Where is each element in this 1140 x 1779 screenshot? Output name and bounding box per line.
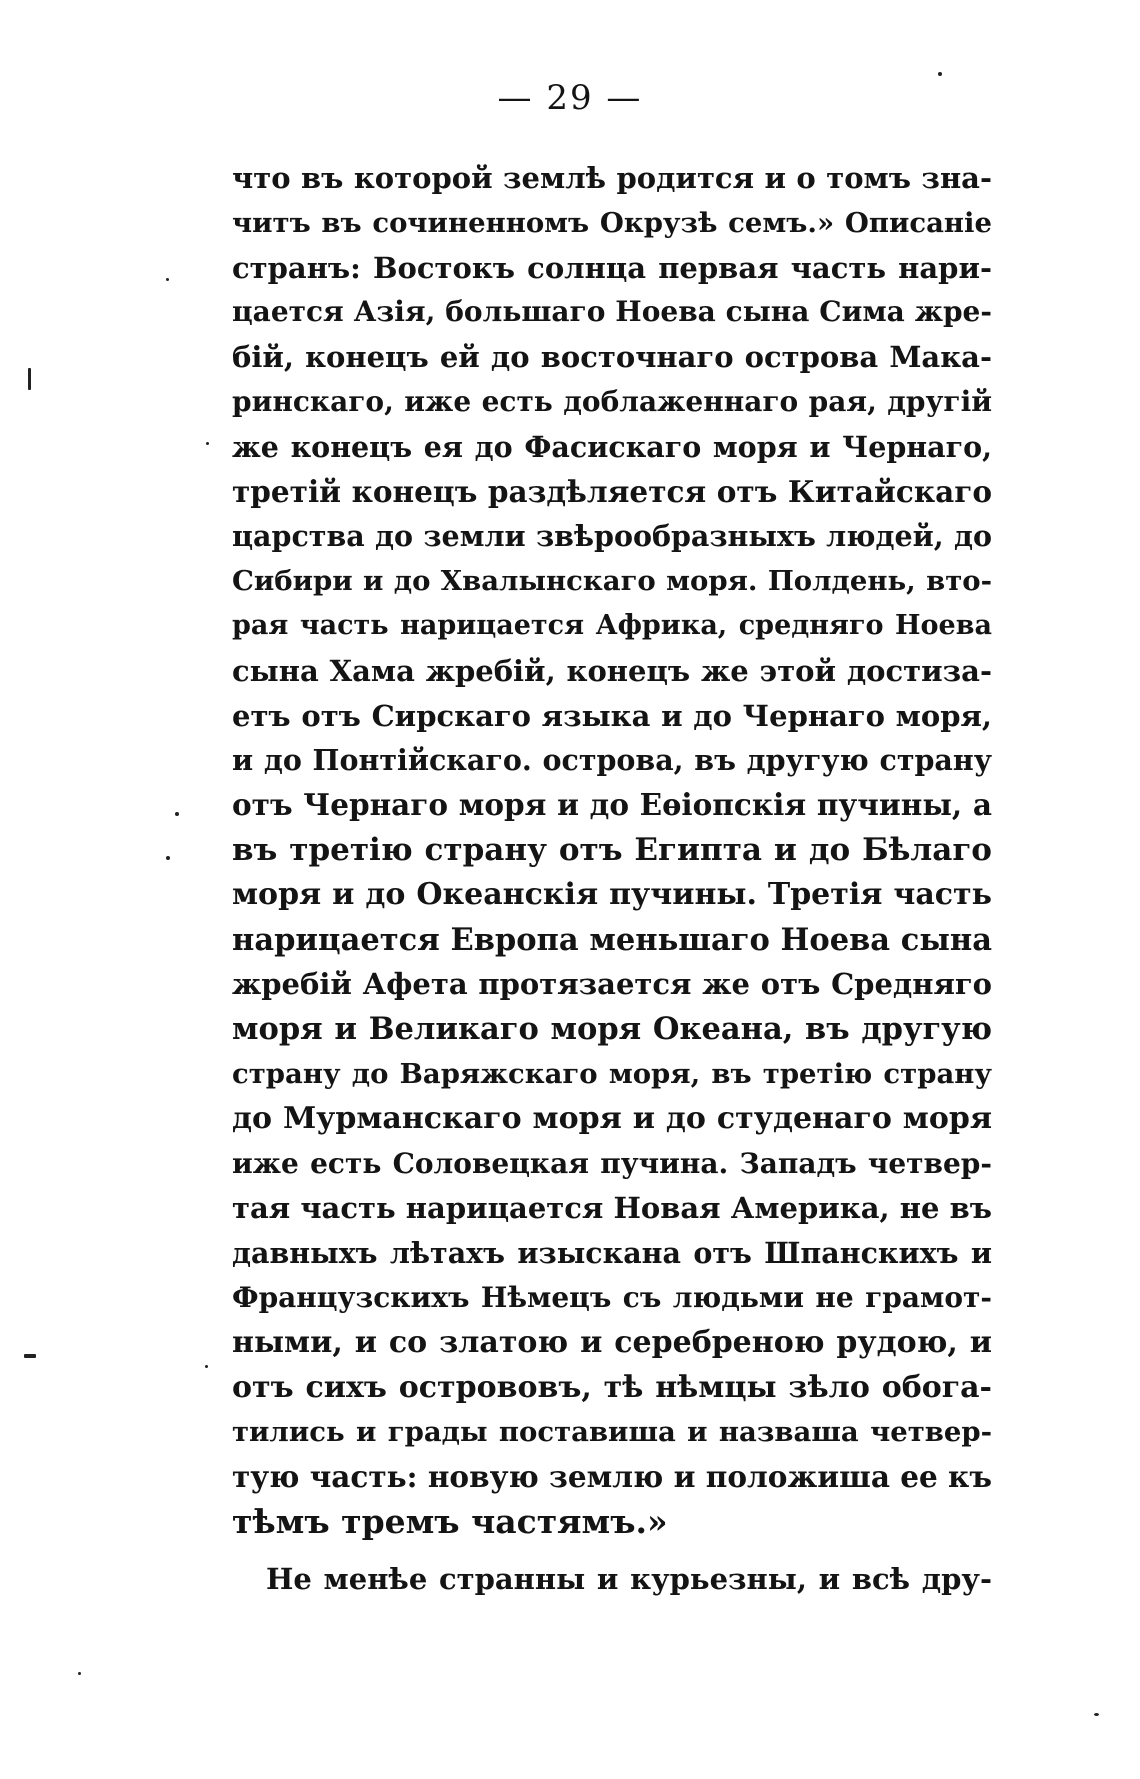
text-line: тая часть нарицается Новая Америка, не въ [232, 1191, 992, 1226]
text-line: до Мурманскаго моря и до студенаго моря [232, 1100, 992, 1136]
text-line: третій конецъ раздѣляется отъ Китайскаго [232, 473, 992, 509]
scan-speck [205, 1365, 208, 1368]
text-line: отъ сихъ острововъ, тѣ нѣмцы зѣло обога- [232, 1369, 992, 1405]
text-line: же конецъ ея до Фасискаго моря и Чернаго, [232, 429, 992, 464]
text-line: давныхъ лѣтахъ изыскана отъ Шпанскихъ и [232, 1236, 992, 1271]
text-line: сына Хама жребій, конецъ же этой достиза- [232, 653, 992, 688]
text-line: тую часть: новую землю и положиша ее къ [232, 1459, 992, 1495]
text-line: страну до Варяжскаго моря, въ третію страну [232, 1057, 992, 1090]
page-number: — 29 — [497, 78, 643, 118]
body-text [232, 156, 992, 1602]
paragraph-gap [232, 1545, 992, 1557]
text-line: тѣмъ тремъ частямъ.» [232, 1501, 668, 1541]
text-line: въ третію страну отъ Египта и до Бѣлаго [232, 831, 992, 868]
text-line: етъ отъ Сирскаго языка и до Чернаго моря, [232, 698, 992, 733]
text-line: ными, и со златою и серебреною рудою, и [232, 1324, 992, 1360]
scan-speck [166, 856, 170, 860]
text-line: рая часть нарицается Африка, средняго Ноева [232, 609, 992, 641]
scan-speck [24, 1354, 36, 1358]
text-line: читъ въ сочиненномъ Окрузѣ семъ.» Описаніе [232, 206, 992, 239]
text-line: моря и до Океанскія пучины. Третія часть [232, 876, 992, 912]
text-line: Не менѣе странны и курьезны, и всѣ дру- [266, 1561, 992, 1596]
text-line: моря и Великаго моря Океана, въ другую [232, 1011, 992, 1048]
text-line: Французскихъ Нѣмецъ съ людьми не грамот- [232, 1280, 992, 1314]
scan-speck [28, 368, 31, 390]
text-line: отъ Чернаго моря и до Еѳіопскія пучины, а [232, 787, 992, 823]
text-line: что въ которой землѣ родится и о томъ зна- [232, 161, 992, 195]
scan-speck [78, 1672, 81, 1675]
scan-speck [938, 72, 942, 76]
text-line: иже есть Соловецкая пучина. Западъ четвер- [232, 1146, 992, 1180]
text-line: жребій Афета протязается же отъ Средняго [232, 967, 992, 1002]
scan-speck [166, 278, 169, 281]
text-line: цается Азія, большаго Ноева сына Сима жре- [232, 295, 992, 329]
scan-speck [175, 812, 179, 816]
text-line: тились и грады поставиша и назваша четвер- [232, 1416, 992, 1449]
text-line: странъ: Востокъ солнца первая часть нари- [232, 250, 992, 285]
text-line: и до Понтійскаго. острова, въ другую страну [232, 743, 992, 778]
text-line: ринскаго, иже есть доблаженнаго рая, другій [232, 384, 992, 418]
text-line: царства до земли звѣрообразныхъ людей, до [232, 519, 992, 554]
scan-speck [206, 442, 209, 445]
text-line: нарицается Европа меньшаго Ноева сына [232, 921, 992, 958]
text-line: бій, конецъ ей до восточнаго острова Мака- [232, 340, 992, 375]
scan-speck [1094, 1713, 1099, 1716]
text-line: Сибири и до Хвалынскаго моря. Полдень, вто- [232, 565, 992, 598]
